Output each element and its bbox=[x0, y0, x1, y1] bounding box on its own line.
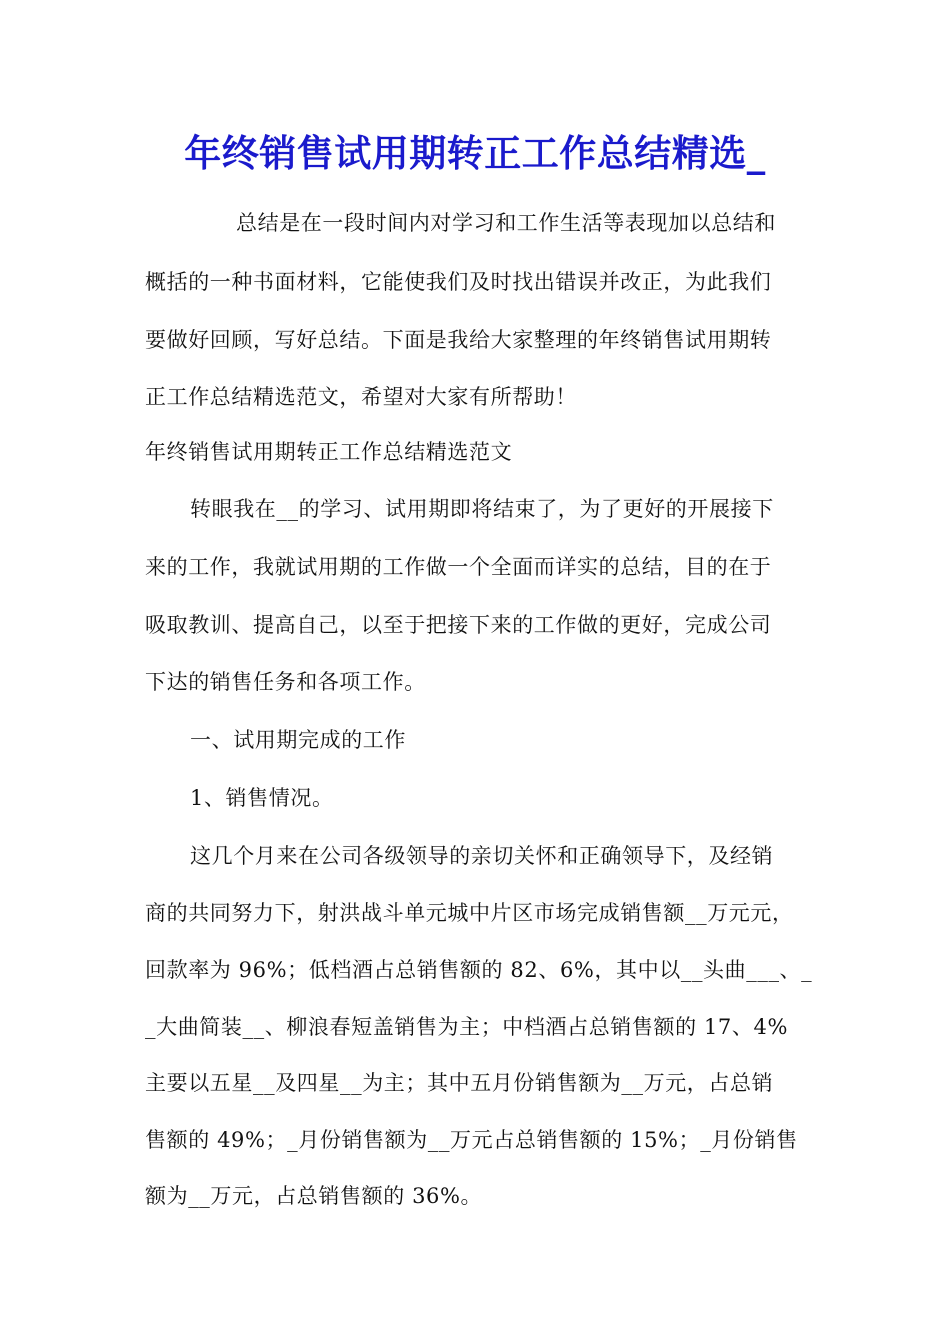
paragraph-line: 回款率为 96%；低档酒占总销售额的 82、6%，其中以__头曲___、_ bbox=[145, 958, 813, 982]
section-heading: 一、试用期完成的工作 bbox=[190, 728, 406, 752]
intro-line: 总结是在一段时间内对学习和工作生活等表现加以总结和 bbox=[236, 211, 776, 235]
intro-line: 要做好回顾，写好总结。下面是我给大家整理的年终销售试用期转 bbox=[145, 328, 772, 352]
paragraph-line: 售额的 49%；_月份销售额为__万元占总销售额的 15%；_月份销售 bbox=[145, 1128, 798, 1152]
paragraph-line: 来的工作，我就试用期的工作做一个全面而详实的总结，目的在于 bbox=[145, 555, 772, 579]
paragraph-line: 转眼我在__的学习、试用期即将结束了，为了更好的开展接下 bbox=[190, 497, 774, 521]
paragraph-line: 商的共同努力下，射洪战斗单元城中片区市场完成销售额__万元元， bbox=[145, 901, 794, 925]
paragraph-line: 下达的销售任务和各项工作。 bbox=[145, 670, 426, 694]
paragraph-line: _大曲简装__、柳浪春短盖销售为主；中档酒占总销售额的 17、4% bbox=[145, 1015, 789, 1039]
intro-line: 概括的一种书面材料，它能使我们及时找出错误并改正，为此我们 bbox=[145, 270, 772, 294]
section-subtitle: 年终销售试用期转正工作总结精选范文 bbox=[145, 440, 513, 464]
intro-line: 正工作总结精选范文，希望对大家有所帮助！ bbox=[145, 385, 577, 409]
paragraph-line: 主要以五星__及四星__为主；其中五月份销售额为__万元，占总销 bbox=[145, 1071, 774, 1095]
paragraph-line: 额为__万元，占总销售额的 36%。 bbox=[145, 1184, 483, 1208]
subsection-heading: 1、销售情况。 bbox=[190, 786, 334, 810]
paragraph-line: 这几个月来在公司各级领导的亲切关怀和正确领导下，及经销 bbox=[190, 844, 774, 868]
paragraph-line: 吸取教训、提高自己，以至于把接下来的工作做的更好，完成公司 bbox=[145, 613, 772, 637]
document-title: 年终销售试用期转正工作总结精选_ bbox=[184, 132, 766, 175]
